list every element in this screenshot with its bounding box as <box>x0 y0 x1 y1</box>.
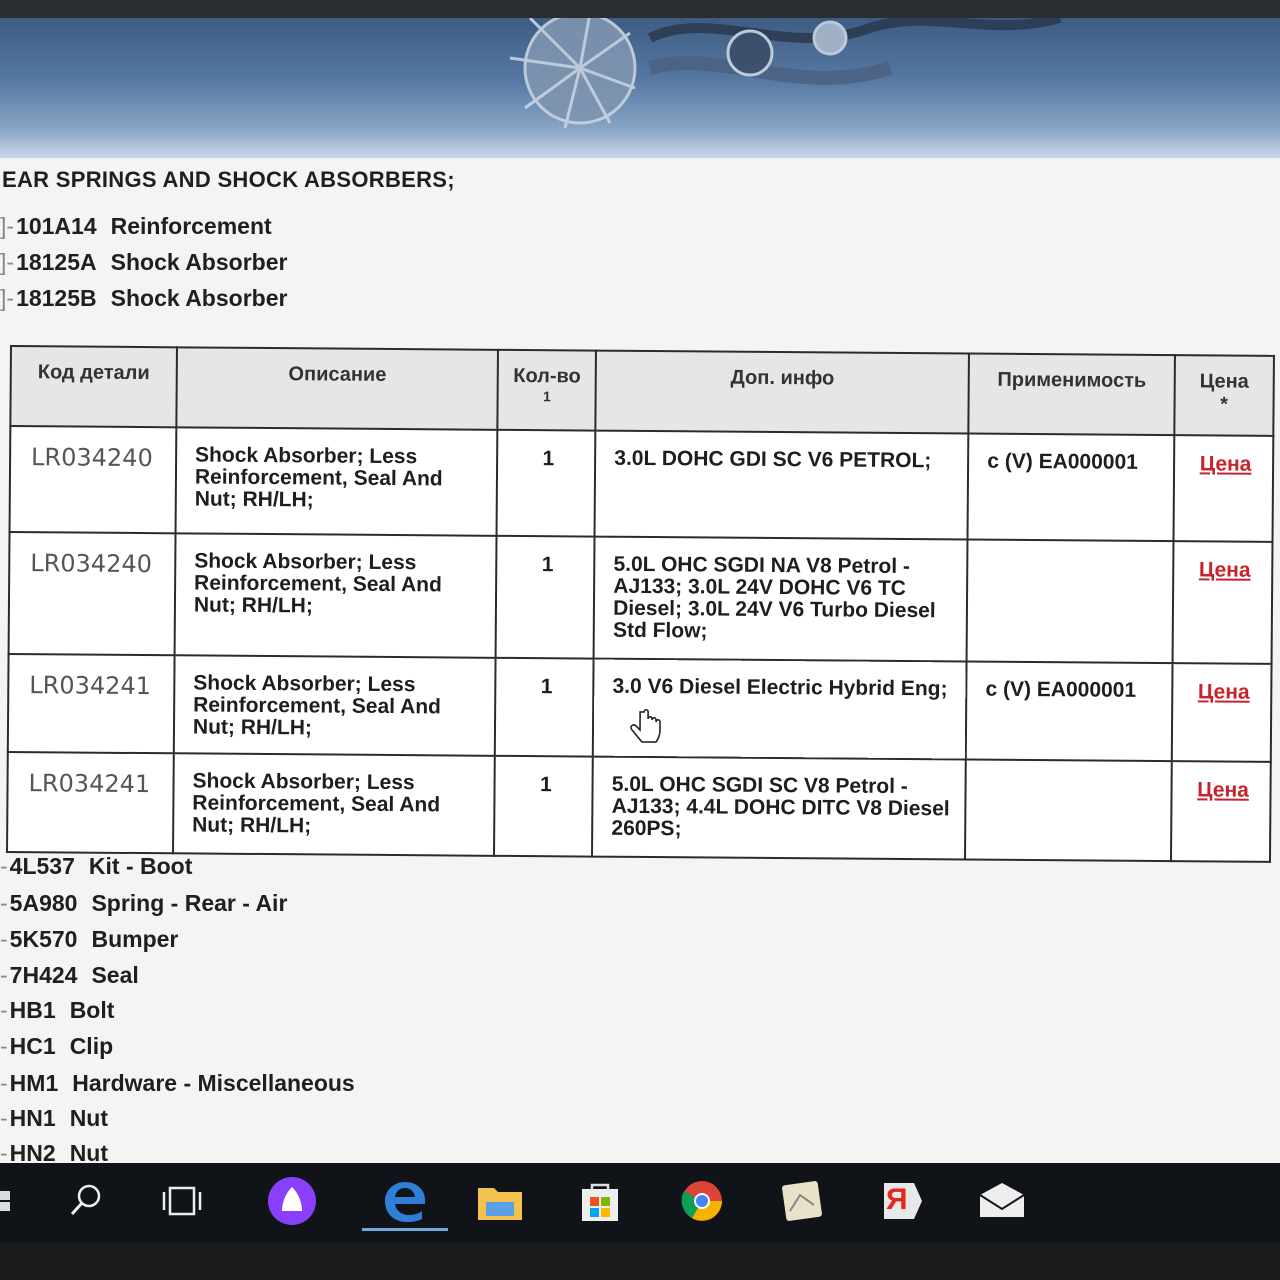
windows-taskbar <box>0 1163 1280 1243</box>
alice-button[interactable] <box>262 1171 322 1231</box>
header-qty-label: Кол-во <box>513 364 581 388</box>
part-applicability: c (V) EA000001 <box>968 433 1175 541</box>
part-group-name: Kit - Boot <box>88 853 193 879</box>
price-cell <box>1173 541 1273 664</box>
part-group-code: 7H424 <box>9 962 78 988</box>
part-group-name: Nut <box>69 1105 109 1131</box>
chrome-button[interactable] <box>672 1171 732 1231</box>
price-cell <box>1172 663 1272 762</box>
part-group-name: Shock Absorber <box>110 249 288 275</box>
part-applicability: c (V) EA000001 <box>966 661 1173 761</box>
header-code: Код детали <box>10 346 177 427</box>
windows-logo-icon <box>0 1187 14 1215</box>
header-qty <box>498 350 596 430</box>
tree-connector: - <box>0 890 8 916</box>
part-group-code: 101A14 <box>16 213 97 239</box>
start-button[interactable] <box>0 1171 14 1231</box>
part-group-name: Reinforcement <box>110 213 272 239</box>
table-row <box>8 654 1272 762</box>
part-group-name: Bolt <box>69 997 115 1023</box>
chrome-icon <box>678 1177 726 1225</box>
maps-icon <box>778 1177 826 1225</box>
part-code: LR034241 <box>8 654 175 753</box>
file-explorer-button[interactable] <box>470 1171 530 1231</box>
part-qty: 1 <box>497 429 596 536</box>
tree-connector: - <box>0 1140 8 1163</box>
tree-item[interactable] <box>0 997 114 1024</box>
yandex-browser-label: Я <box>886 1183 908 1216</box>
part-group-code: 4L537 <box>9 853 75 879</box>
monitor-bezel-bottom <box>0 1243 1280 1280</box>
tree-connector: - <box>0 962 8 988</box>
tree-connector: ]- <box>0 213 15 239</box>
part-group-name: Nut <box>69 1140 109 1163</box>
tree-connector: - <box>0 1033 8 1059</box>
part-info: 3.0L DOHC GDI SC V6 PETROL; <box>595 430 969 539</box>
part-code: LR034241 <box>7 752 174 853</box>
engine-illustration <box>470 18 1090 158</box>
section-title: EAR SPRINGS AND SHOCK ABSORBERS; <box>2 167 455 192</box>
maps-button[interactable] <box>772 1171 832 1231</box>
price-cell <box>1171 761 1271 862</box>
table-header-row <box>10 346 1274 436</box>
tree-item[interactable] <box>0 1105 108 1132</box>
task-view-icon <box>160 1184 204 1218</box>
table-row <box>10 426 1274 542</box>
tree-item[interactable] <box>0 285 287 312</box>
part-code: LR034240 <box>10 426 177 533</box>
part-group-code: 18125A <box>16 249 97 275</box>
search-button[interactable] <box>56 1171 116 1231</box>
table-row <box>9 532 1273 664</box>
table-row <box>7 752 1271 862</box>
price-link[interactable]: Цена <box>1199 452 1252 476</box>
tree-connector: - <box>0 1070 8 1096</box>
site-banner <box>0 18 1280 158</box>
part-group-code: 5K570 <box>9 926 78 952</box>
header-qty-note: 1 <box>542 388 551 405</box>
part-info-text: 3.0 V6 Diesel Electric Hybrid Eng; <box>612 674 948 701</box>
price-link[interactable]: Цена <box>1198 558 1251 582</box>
browser-viewport <box>0 18 1280 1163</box>
price-cell <box>1173 435 1273 542</box>
part-group-code: HM1 <box>9 1070 59 1096</box>
part-group-code: 18125B <box>16 285 97 311</box>
part-description: Shock Absorber; Less Reinforcement, Seal And Nut; RH/LH; <box>174 655 496 756</box>
part-description: Shock Absorber; Less Reinforcement, Seal And Nut; RH/LH; <box>173 753 495 856</box>
part-applicability <box>965 759 1172 861</box>
alice-icon <box>266 1175 318 1227</box>
header-price <box>1174 355 1274 435</box>
task-view-button[interactable] <box>152 1171 212 1231</box>
part-description: Shock Absorber; Less Reinforcement, Seal And Nut; RH/LH; <box>175 427 497 536</box>
tree-connector: - <box>0 853 8 879</box>
tree-connector: ]- <box>0 285 15 311</box>
part-group-code: HN2 <box>9 1140 56 1163</box>
part-group-name: Shock Absorber <box>110 285 288 311</box>
tree-connector: - <box>0 1105 8 1131</box>
part-qty: 1 <box>496 535 595 658</box>
part-group-name: Spring - Rear - Air <box>91 890 288 916</box>
tree-item[interactable] <box>0 1033 113 1060</box>
search-icon <box>66 1181 106 1221</box>
tree-item[interactable] <box>0 962 139 989</box>
part-description: Shock Absorber; Less Reinforcement, Seal And Nut; RH/LH; <box>175 533 497 658</box>
part-qty: 1 <box>495 657 594 756</box>
edge-icon <box>381 1176 429 1224</box>
tree-item[interactable] <box>0 926 178 953</box>
file-explorer-icon <box>476 1180 524 1222</box>
tree-item[interactable] <box>0 890 287 917</box>
header-info: Доп. инфо <box>596 351 970 434</box>
header-description: Описание <box>176 347 498 429</box>
part-group-name: Clip <box>69 1033 114 1059</box>
part-group-name: Hardware - Miscellaneous <box>72 1070 355 1096</box>
part-info <box>593 658 967 759</box>
part-group-code: HN1 <box>9 1105 56 1131</box>
tree-item[interactable] <box>0 249 287 276</box>
tree-connector: - <box>0 997 8 1023</box>
part-qty: 1 <box>494 755 593 856</box>
yandex-browser-button[interactable] <box>872 1171 932 1231</box>
part-info: 5.0L OHC SGDI NA V8 Petrol - AJ133; 3.0L 24V DOHC V6 TC Diesel; 3.0L 24V V6 Turbo Diesel Std Flow; <box>594 536 968 661</box>
part-group-code: HC1 <box>9 1033 56 1059</box>
part-group-name: Bumper <box>91 926 179 952</box>
tree-item[interactable] <box>0 853 192 880</box>
mail-button[interactable] <box>972 1171 1032 1231</box>
part-code: LR034240 <box>9 532 176 655</box>
tree-item[interactable] <box>0 1140 108 1163</box>
parts-table <box>6 345 1275 863</box>
part-group-code: HB1 <box>9 997 56 1023</box>
tree-item[interactable] <box>0 213 272 240</box>
tree-item[interactable] <box>0 1070 355 1097</box>
part-info: 5.0L OHC SGDI SC V8 Petrol - AJ133; 4.4L DOHC DITC V8 Diesel 260PS; <box>592 756 966 859</box>
tree-connector: - <box>0 926 8 952</box>
header-price-label: Цена <box>1199 370 1249 393</box>
header-price-note: * <box>1220 393 1229 416</box>
monitor-bezel-top <box>0 0 1280 18</box>
part-applicability <box>967 539 1174 663</box>
edge-button[interactable] <box>362 1171 448 1231</box>
hand-cursor-icon <box>630 708 664 748</box>
price-link[interactable]: Цена <box>1197 679 1250 704</box>
header-applicability: Применимость <box>969 354 1175 435</box>
store-icon <box>576 1177 624 1225</box>
tree-connector: ]- <box>0 249 15 275</box>
price-link[interactable]: Цена <box>1197 777 1249 802</box>
store-button[interactable] <box>570 1171 630 1231</box>
part-group-code: 5A980 <box>9 890 78 916</box>
part-group-name: Seal <box>91 962 139 988</box>
mail-icon <box>976 1181 1028 1221</box>
